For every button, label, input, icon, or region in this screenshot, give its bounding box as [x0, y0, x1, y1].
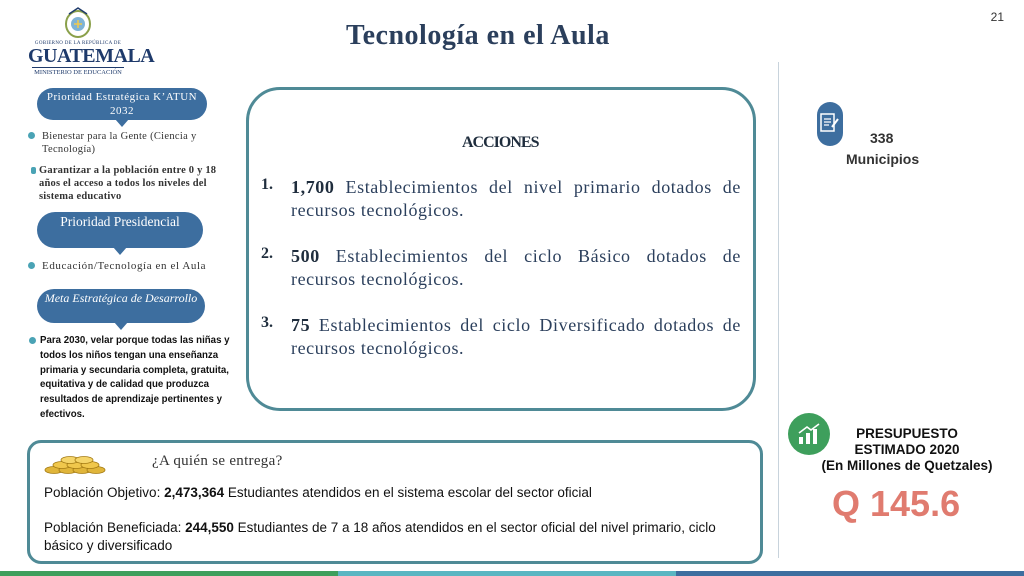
- action-value: 1,700: [291, 177, 335, 197]
- budget-label: [814, 426, 1000, 474]
- municipios-label: Municipios: [846, 151, 920, 167]
- action-value: 75: [291, 315, 311, 335]
- beneficiary-population-label: Población Beneficiada:: [44, 520, 186, 535]
- katun-priority-pill: Prioridad Estratégica K’ATUN 2032: [37, 88, 207, 120]
- government-line: GOBIERNO DE LA REPÚBLICA DE: [34, 41, 122, 46]
- page-title: Tecnología en el Aula: [346, 20, 610, 51]
- bullet-dot: [28, 262, 35, 269]
- column-divider: [778, 62, 779, 558]
- document-list-icon: [817, 102, 843, 146]
- action-text: [291, 245, 741, 291]
- budget-label-line1: PRESUPUESTO: [856, 426, 958, 441]
- action-description: Establecimientos del nivel primario dotados de recursos tecnológicos.: [291, 177, 741, 220]
- budget-label-line3: (En Millones de Quetzales): [821, 458, 993, 473]
- actions-panel: [246, 87, 756, 411]
- budget-label-line2: ESTIMADO 2020: [854, 442, 960, 457]
- target-population-label: Población Objetivo:: [44, 485, 165, 500]
- recipients-title: ¿A quién se entrega?: [152, 453, 283, 469]
- action-description: Establecimientos del ciclo Básico dotados de recursos tecnológicos.: [291, 246, 741, 289]
- bullet-dot: [31, 167, 36, 174]
- recipients-panel: [27, 440, 763, 564]
- budget-amount: Q 145.6: [832, 483, 961, 524]
- action-number: 3.: [261, 314, 273, 331]
- presidential-priority-pill: Prioridad Presidencial: [37, 212, 203, 248]
- access-bullet: Garantizar a la población entre 0 y 18 años el acceso a todos los niveles del sistema educativo: [39, 165, 217, 202]
- action-number: 1.: [261, 176, 273, 193]
- bullet-dot: [28, 132, 35, 139]
- action-value: 500: [291, 246, 320, 266]
- country-name: GUATEMALA: [28, 45, 155, 67]
- coat-of-arms-icon: [61, 6, 95, 40]
- strategic-goal-bullet: Para 2030, velar porque todas las niñas y todos los niños tengan una enseñanza primaria y secundaria completa, gratuita, equitativa y de calidad que produzca resultados de aprendizaje pertinentes y efectivos.: [40, 335, 230, 420]
- beneficiary-population-text: Estudiantes de 7 a 18 años atendidos en el sector oficial del nivel primario, ciclo básico y diversificado: [44, 520, 716, 553]
- action-description: Establecimientos del ciclo Diversificado dotados de recursos tecnológicos.: [291, 315, 741, 358]
- action-text: [291, 314, 741, 360]
- target-population: [44, 485, 592, 500]
- strategic-goal-pill: Meta Estratégica de Desarrollo: [37, 289, 205, 323]
- action-number: 2.: [261, 245, 273, 262]
- ministry-name: MINISTERIO DE EDUCACIÓN: [32, 67, 124, 76]
- beneficiary-population-value: 244,550: [185, 520, 234, 535]
- coins-icon: [44, 455, 108, 475]
- katun-bullet: Bienestar para la Gente (Ciencia y Tecnología): [42, 131, 197, 155]
- municipios-count: 338: [870, 130, 894, 146]
- target-population-value: 2,473,364: [164, 485, 225, 500]
- beneficiary-population: [44, 519, 754, 555]
- footer-color-bar: [0, 571, 1024, 576]
- target-population-text: Estudiantes atendidos en el sistema escolar del sector oficial: [224, 485, 592, 500]
- bullet-dot: [29, 337, 36, 344]
- page-number: 21: [990, 10, 1004, 24]
- actions-title: ACCIONES: [462, 134, 539, 151]
- ministry-logo: [28, 6, 155, 82]
- action-text: [291, 176, 741, 222]
- presidential-bullet: Educación/Tecnología en el Aula: [42, 260, 207, 272]
